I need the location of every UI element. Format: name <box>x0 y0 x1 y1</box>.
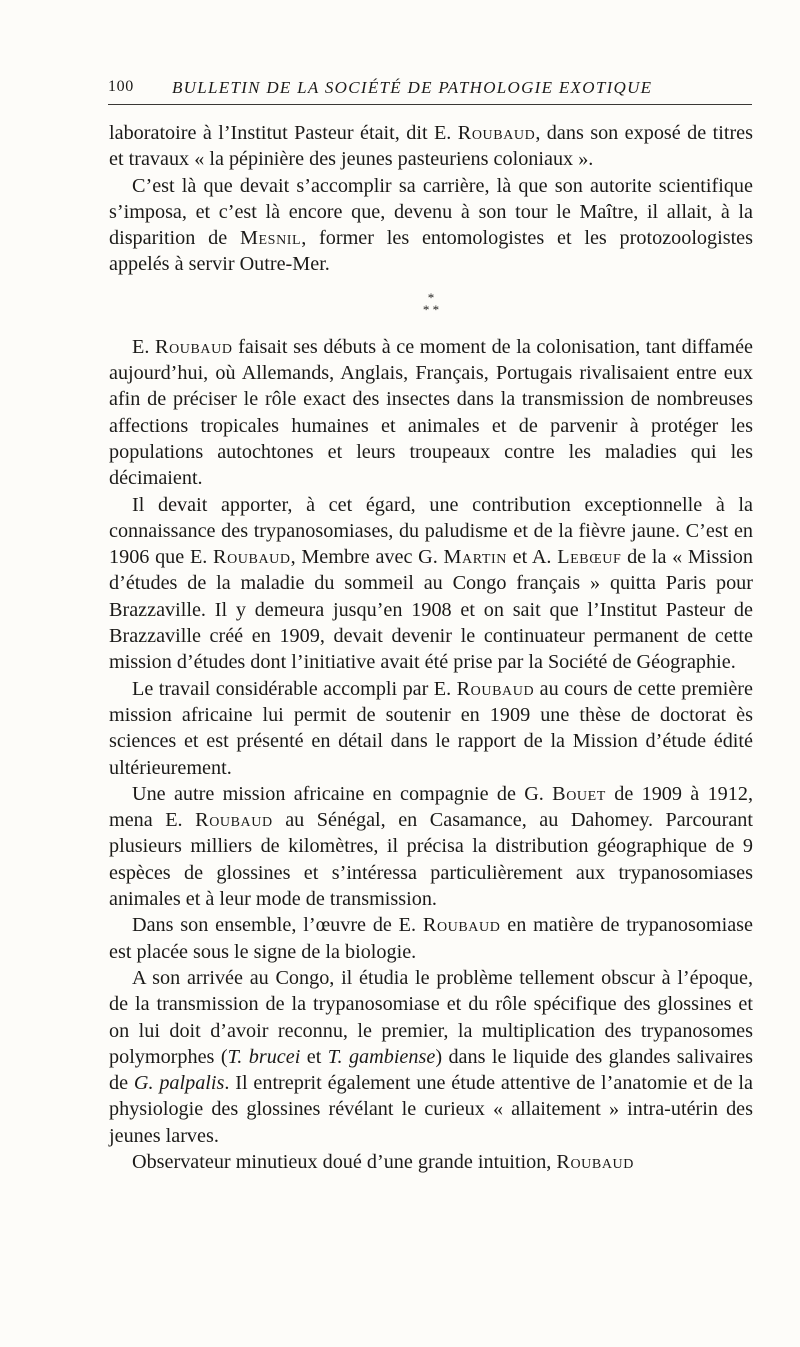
paragraph-1 <box>109 120 753 173</box>
author-name: Roubaud <box>422 914 501 937</box>
text-run: Le travail considérable accompli par E. <box>132 677 457 700</box>
text-run: au cours de cette première mission africaine lui permit de soutenir en 1909 une thèse de doctorat ès sciences et est présenté en détail dans le rapport de la Mission d’étude édité ultérieurement. <box>109 677 753 779</box>
paragraph-5 <box>109 676 753 781</box>
paragraph-2 <box>109 173 753 278</box>
text-run: A son arrivée au Congo, il étudia le problème tellement obscur à l’époque, de la transmission de la trypanosomiase et du rôle spécifique des glossines et on lui doit d’avoir reconnu, le premier, la multiplication des trypanosomes polymorphes ( <box>109 966 753 1068</box>
paragraph-9 <box>109 1149 753 1175</box>
author-name: Lebœuf <box>557 546 622 569</box>
author-name: Roubaud <box>213 546 291 569</box>
text-run: C’est là que devait s’accomplir sa carrière, là que son autorite scientifique s’imposa, et c’est là encore que, devenu à son tour le Maître, il allait, à la disparition de <box>109 174 753 250</box>
paragraph-8 <box>109 965 753 1149</box>
text-run: , dans son exposé de titres et travaux « la pépinière des jeunes pasteuriens coloniaux ». <box>109 122 753 171</box>
header-rule <box>108 104 752 105</box>
text-run: Il devait apporter, à cet égard, une contribution exceptionnelle à la connaissance des trypanosomiases, du paludisme et de la fièvre jaune. C’est en 1906 que E. <box>109 493 753 569</box>
text-run: . Il entreprit également une étude attentive de l’anatomie et de la physiologie des glossines révélant le curieux « allaitement » intra-utérin des jeunes larves. <box>109 1072 753 1147</box>
author-name: Roubaud <box>456 677 535 700</box>
paragraph-3 <box>109 334 753 492</box>
article-body <box>109 120 753 1175</box>
separator-star-bottom: * * <box>422 301 440 317</box>
text-run: en matière de trypanosomiase est placée sous le signe de la biologie. <box>109 914 753 963</box>
text-run: au Sénégal, en Casamance, au Dahomey. Parcourant plusieurs milliers de kilomètres, il précisa la distribution géographique de 9 espèces de glossines et s’intéressa particulièrement aux trypanosomiases animales et à leur mode de transmission. <box>109 809 753 911</box>
species-name: G. palpalis <box>133 1072 225 1095</box>
running-header <box>108 78 752 100</box>
author-name: Roubaud <box>195 809 273 832</box>
author-name: Bouet <box>552 782 606 805</box>
species-name: T. brucei <box>227 1045 301 1068</box>
species-name: T. gambiense <box>327 1045 436 1068</box>
author-name: Martin <box>443 546 507 569</box>
text-run: , former les entomologistes et les protozoologistes appelés à servir Outre-Mer. <box>109 227 754 276</box>
text-run: Une autre mission africaine en compagnie de G. <box>132 782 553 805</box>
author-name: Roubaud <box>556 1150 634 1173</box>
text-run: de 1909 à 1912, mena E. <box>109 782 753 832</box>
text-run: E. <box>132 335 155 358</box>
text-run: , Membre avec G. <box>290 546 444 569</box>
author-name: Roubaud <box>457 122 536 144</box>
running-head-title: BULLETIN DE LA SOCIÉTÉ DE PATHOLOGIE EXOTIQUE <box>172 78 653 97</box>
paragraph-4 <box>109 492 753 676</box>
text-run: faisait ses débuts à ce moment de la colonisation, tant diffamée aujourd’hui, où Allemands, Anglais, Français, Portugais rivalisaient entre eux afin de préciser le rôle exact des insectes dans la transmission de nombreuses affections tropicales humaines et animales et de parvenir à protéger les populations autochtones et leurs troupeaux contre les maladies qui les décimaient. <box>109 335 753 490</box>
page-number: 100 <box>108 78 134 95</box>
section-separator <box>109 278 753 334</box>
paragraph-6 <box>109 781 753 912</box>
text-run: et A. <box>506 546 558 569</box>
paragraph-7 <box>109 912 753 965</box>
text-run: et <box>300 1045 328 1068</box>
text-run: Observateur minutieux doué d’une grande intuition, <box>132 1150 557 1173</box>
text-run: laboratoire à l’Institut Pasteur était, dit E. <box>109 122 458 144</box>
text-run: Dans son ensemble, l’œuvre de E. <box>132 914 423 937</box>
author-name: Mesnil <box>239 227 302 250</box>
text-run: de la « Mission d’études de la maladie du sommeil au Congo français » quitta Paris pour Brazzaville. Il y demeura jusqu’en 1908 et on sait que l’Institut Pasteur de Brazzaville créé en 1909, devait devenir le continuateur permanent de cette mission d’études dont l’initiative avait été prise par la Société de Géographie. <box>109 546 753 674</box>
separator-star-top: * <box>427 289 435 305</box>
text-run: ) dans le liquide des glandes salivaires de <box>109 1045 754 1095</box>
author-name: Roubaud <box>155 335 233 358</box>
